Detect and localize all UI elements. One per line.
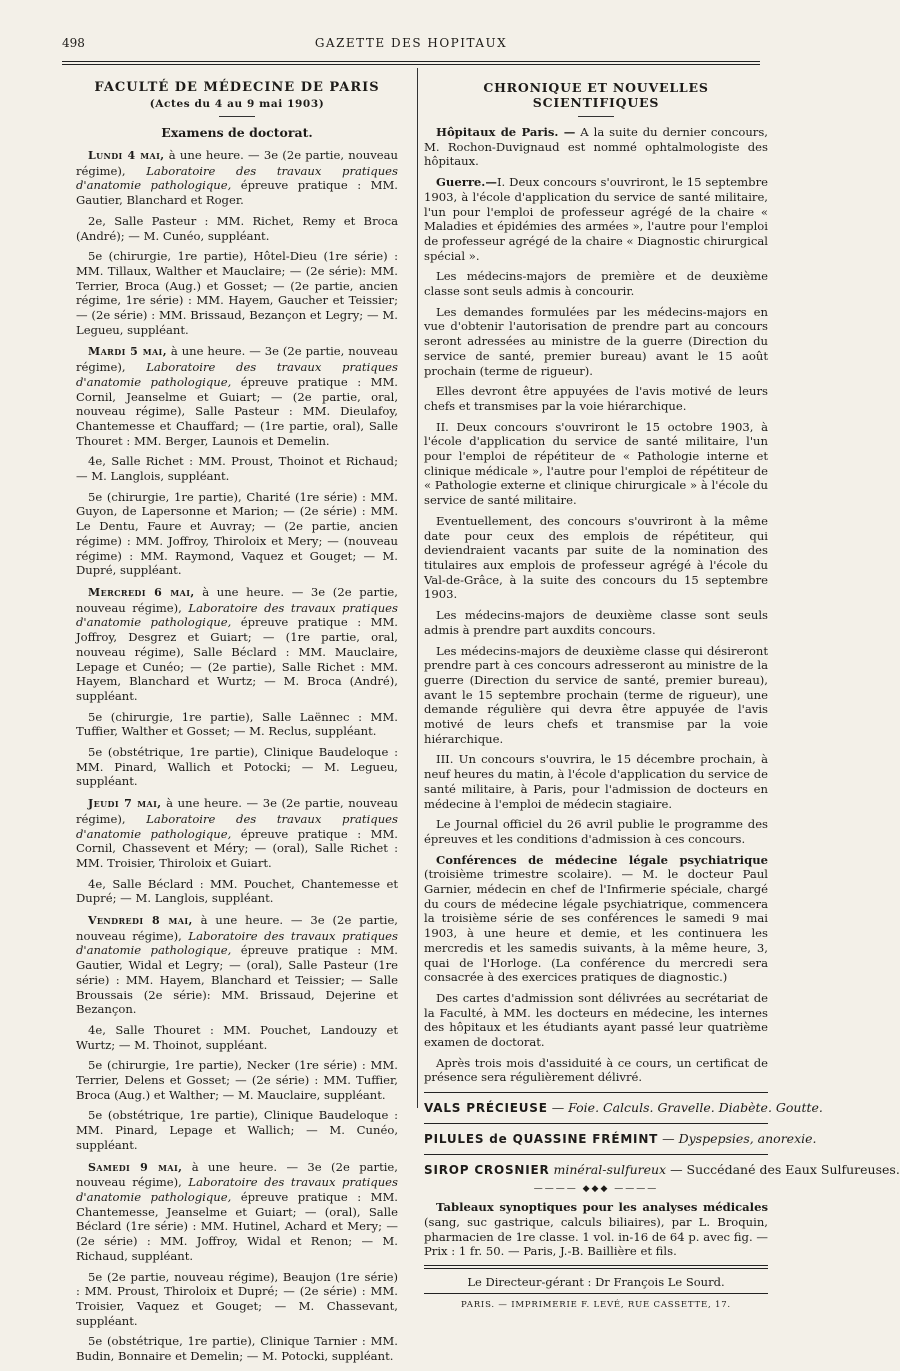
session-day: Jeudi 7 mai,: [88, 797, 162, 811]
ad-vals-text: — Foie. Calculs. Gravelle. Diabète. Goutte.: [547, 1100, 823, 1116]
session-intro: [76, 344, 398, 448]
ad-sirop: [424, 1162, 900, 1178]
session-exam: 4e, Salle Richet : MM. Proust, Thoinot et Richaud; — M. Langlois, suppléant.: [76, 454, 398, 484]
session-time: à une heure. — 3e (2e partie, nouveau régime),: [76, 1159, 398, 1190]
hopitaux-paragraph: [424, 125, 768, 169]
guerre-paragraph: Eventuellement, des concours s'ouvriront à la même date pour ceux des emplois de répétiteur, qui deviendraient vacants par suite de la nomination des titulaires aux emplois de professeur agrégé à l'école du Val-de-Grâce, à la suite des concours du 15 septembre 1903.: [424, 513, 768, 602]
session-time: à une heure. — 3e (2e partie, nouveau régime),: [76, 913, 398, 943]
ornament-divider: ———— ◆◆◆ ————: [533, 1184, 659, 1195]
session-jury: épreuve pratique : MM. Gautier, Blanchard et Roger.: [76, 178, 398, 208]
running-head: [62, 36, 760, 54]
header-rule-thin: [62, 64, 760, 65]
exam-session: [76, 1160, 398, 1364]
guerre-paragraph: Les médecins-majors de deuxième classe sont seuls admis à prendre part auxdits concours.: [424, 608, 768, 637]
chronique-title: CHRONIQUE ET NOUVELLES SCIENTIFIQUES: [483, 80, 709, 110]
guerre-paragraph: II. Deux concours s'ouvriront le 15 octobre 1903, à l'école d'application du service de santé militaire, l'un pour l'emploi de répétiteur de « Pathologie interne et clinique médicale », l'autre pour l'emploi de répétiteur de « Pathologie externe et clinique chirurgicale » à l'école du service de santé militaire.: [424, 419, 768, 508]
session-exam: 5e (chirurgie, 1re partie), Charité (1re série) : MM. Guyon, de Lapersonne et Marion; — (2e série) : MM. Le Dentu, Faure et Auvray; — (2e partie, ancien régime) : MM. Joffroy, Thiroloix et Mery; — (nouveau régime) : MM. Raymond, Vaquez et Gouget; — M. Dupré, suppléant.: [76, 489, 398, 578]
session-lab: Laboratoire des travaux pratiques d'anatomie pathologique,: [76, 1175, 398, 1204]
session-jury: épreuve pratique : MM. Joffroy, Desgrez et Guiart; — (1re partie, oral, nouveau régime), Salle Béclard : MM. Mauclaire, Lepage et Cunéo; — (2e partie), Salle Richet : MM. Hayem, Blanchard et Wurtz; — M. Broca (André), suppléant.: [76, 615, 398, 703]
session-jury: épreuve pratique : MM. Chantemesse, Jeanselme et Guiart; — (oral), Salle Béclard (1re série) : MM. Hutinel, Achard et Mery; — (2e série) : MM. Joffroy, Widal et Renon; — M. Richaud, suppléant.: [76, 1190, 398, 1263]
right-column: [424, 78, 900, 1310]
session-time: à une heure. — 3e (2e partie, nouveau régime),: [76, 344, 398, 375]
session-exam: 5e (chirurgie, 1re partie), Salle Laënnec : MM. Tuffier, Walther et Gosset; — M. Reclus, suppléant.: [76, 709, 398, 739]
session-day: Mercredi 6 mai,: [88, 585, 195, 599]
session-exam: 5e (chirurgie, 1re partie), Hôtel-Dieu (1re série) : MM. Tillaux, Walther et Mauclaire; — (2e série): MM. Terrier, Broca (Aug.) et Gosset; — (2e partie, ancien régime, 1re série) : MM. Hayem, Gaucher et Teissier; — (2e série) : MM. Brissaud, Bezançon et Legry; — M. Legueu, suppléant.: [76, 249, 398, 337]
conferences-label: Conférences de médecine légale psychiatrique: [436, 852, 768, 867]
guerre-label: Guerre.—: [436, 175, 497, 190]
guerre-paragraph: Les médecins-majors de première et de deuxième classe sont seuls admis à concourir.: [424, 269, 768, 299]
guerre-paragraph: Elles devront être appuyées de l'avis motivé de leurs chefs et transmises par la voie hiérarchique.: [424, 384, 768, 413]
header-rule: [62, 61, 760, 62]
session-intro: [76, 913, 398, 1017]
session-intro: [76, 148, 398, 208]
exam-session: [76, 344, 398, 578]
session-exam: 4e, Salle Béclard : MM. Pouchet, Chantemesse et Dupré; — M. Langlois, suppléant.: [76, 876, 398, 906]
ad-vals-name: VALS PRÉCIEUSE: [424, 1101, 548, 1116]
session-day: Lundi 4 mai,: [88, 149, 165, 162]
session-time: à une heure. — 3e (2e partie, nouveau régime),: [76, 584, 398, 615]
title-rule: [219, 116, 255, 117]
conferences-paragraph: [424, 853, 768, 985]
ad-pilules-text: — Dyspepsies, anorexie.: [658, 1131, 817, 1147]
session-jury: épreuve pratique : MM. Gautier, Widal et Legry; — (oral), Salle Pasteur (1re série) : MM. Hayem, Blanchard et Teissier; — Salle Broussais (2e série): MM. Brissaud, Dejerine et Bezançon.: [76, 943, 398, 1017]
ad-sirop-name: SIROP CROSNIER: [424, 1163, 550, 1178]
faculty-title: FACULTÉ DE MÉDECINE DE PARIS: [94, 80, 380, 95]
exam-session: [76, 148, 398, 337]
session-exam: 2e, Salle Pasteur : MM. Richet, Remy et Broca (André); — M. Cunéo, suppléant.: [76, 213, 398, 243]
conferences-text: (troisième trimestre scolaire). — M. le docteur Paul Garnier, médecin en chef de l'Infirmerie spéciale, chargé du cours de médecine légale psychiatrique, commencera la troisième série de ses conférences le samedi 9 mai 1903, à une heure et demie, et les continuera les mercredis et les samedis suivants, à la même heure, 3, quai de l'Horloge. (La conférence du mercredi sera consacrée à des exercices pratiques de diagnostic.): [424, 867, 768, 985]
session-jury: épreuve pratique : MM. Cornil, Chassevent et Méry; — (oral), Salle Richet : MM. Troisier, Thiroloix et Guiart.: [76, 826, 398, 870]
session-exam: 5e (obstétrique, 1re partie), Clinique Baudeloque : MM. Pinard, Lepage et Wallich; — M. Cunéo, suppléant.: [76, 1108, 398, 1152]
session-exam: 5e (chirurgie, 1re partie), Necker (1re série) : MM. Terrier, Delens et Gosset; — (2e série) : MM. Tuffier, Broca (Aug.) et Walther; — M. Mauclaire, suppléant.: [76, 1058, 398, 1102]
page-number: 498: [62, 36, 85, 50]
session-lab: Laboratoire des travaux pratiques d'anatomie pathologique,: [76, 600, 398, 630]
guerre-paragraph: Le Journal officiel du 26 avril publie le programme des épreuves et les conditions d'admission à ces concours.: [424, 817, 768, 846]
ad-sirop-italic: minéral-sulfureux: [549, 1162, 667, 1178]
ad-pilules: [424, 1131, 817, 1147]
left-column: [76, 78, 398, 1371]
chronique-rule: [578, 116, 614, 117]
session-lab: Laboratoire des travaux pratiques d'anatomie pathologique,: [76, 163, 398, 193]
session-intro: [76, 1160, 398, 1264]
guerre-paragraph: III. Un concours s'ouvrira, le 15 décembre prochain, à neuf heures du matin, à l'école d'application du service de santé militaire, à Paris, pour l'admission de docteurs en médecine à l'emploi de médecin stagiaire.: [424, 752, 768, 811]
session-day: Mardi 5 mai,: [88, 345, 167, 359]
session-lab: Laboratoire des travaux pratiques d'anatomie pathologique,: [76, 360, 398, 389]
ads-rule-1: [424, 1123, 768, 1124]
session-exam: 4e, Salle Thouret : MM. Pouchet, Landouzy et Wurtz; — M. Thoinot, suppléant.: [76, 1022, 398, 1052]
tableaux-paragraph: [424, 1200, 768, 1259]
guerre-paragraph: Les demandes formulées par les médecins-majors en vue d'obtenir l'autorisation de prendre part au concours seront adressées au ministre de la guerre (Direction du service de santé, premier bureau) avant le 15 août prochain (terme de rigueur).: [424, 304, 768, 378]
session-time: à une heure. — 3e (2e partie, nouveau régime),: [76, 796, 398, 826]
session-exam: 5e (2e partie, nouveau régime), Beaujon (1re série) : MM. Proust, Thiroloix et Dupré; — (2e série) : MM. Troisier, Vaquez et Gouget; — M. Chassevant, suppléant.: [76, 1269, 398, 1328]
guerre-text: I. Deux concours s'ouvriront, le 15 septembre 1903, à l'école d'application du service de santé militaire, l'un pour l'emploi de professeur agrégé de la chaire « Maladies et épidémies des armées », l'autre pour l'emploi de professeur agrégé de la chaire « Diagnostic chirurgical spécial ».: [424, 175, 768, 263]
faculty-subtitle: (Actes du 4 au 9 mai 1903): [149, 98, 325, 110]
session-intro: [76, 796, 398, 871]
conferences-detail: Après trois mois d'assiduité à ce cours, un certificat de présence sera régulièrement délivré.: [424, 1055, 768, 1085]
column-divider: [417, 68, 418, 1108]
directeur-gerant: Le Directeur-gérant : Dr François Le Sourd.: [467, 1275, 725, 1289]
imprimerie: PARIS. — IMPRIMERIE F. LEVÉ, RUE CASSETTE, 17.: [461, 1300, 731, 1310]
tableaux-text: (sang, suc gastrique, calculs biliaires), par L. Broquin, pharmacien de 1re classe. 1 vol. in-16 de 64 p. avec fig. — Prix : 1 fr. 50. — Paris, J.-B. Baillière et fils.: [424, 1214, 768, 1259]
conferences-detail: Des cartes d'admission sont délivrées au secrétariat de la Faculté, à MM. les docteurs en médecine, les internes des hôpitaux et les étudiants ayant passé leur quatrième examen de doctorat.: [424, 990, 768, 1050]
session-jury: épreuve pratique : MM. Cornil, Jeanselme et Guiart; — (2e partie, oral, nouveau régime), Salle Pasteur : MM. Dieulafoy, Chantemesse et Chauffard; — (1re partie, oral), Salle Thouret : MM. Berger, Launois et Demelin.: [76, 374, 398, 448]
guerre-paragraph: [424, 175, 768, 263]
session-day: Vendredi 8 mai,: [88, 914, 193, 928]
guerre-paragraph: Les médecins-majors de deuxième classe qui désireront prendre part à ces concours adresseront au ministre de la guerre (Direction du service de santé, premier bureau), avant le 15 septembre prochain (terme de rigueur), une demande régulière qui devra être appuyée de l'avis motivé de leurs chefs et transmise par la voie hiérarchique.: [424, 643, 768, 746]
conferences-details: [424, 991, 768, 1085]
ad-vals: [424, 1100, 823, 1116]
exam-session: [76, 796, 398, 906]
session-intro: [76, 585, 398, 704]
journal-title: GAZETTE DES HOPITAUX: [314, 36, 508, 50]
ads-rule-top: [424, 1092, 768, 1093]
guerre-section: [424, 175, 768, 847]
session-lab: Laboratoire des travaux pratiques d'anatomie pathologique,: [76, 928, 398, 958]
exam-session: [76, 585, 398, 789]
tableaux-label: Tableaux synoptiques pour les analyses médicales: [436, 1200, 768, 1215]
footer-rule-2: [424, 1293, 768, 1294]
ad-pilules-name: PILULES de QUASSINE FRÉMINT: [424, 1132, 659, 1147]
session-exam: 5e (obstétrique, 1re partie), Clinique Baudeloque : MM. Pinard, Wallich et Potocki; — M. Legueu, suppléant.: [76, 745, 398, 789]
session-day: Samedi 9 mai,: [88, 1160, 183, 1174]
ad-sirop-text: — Succédané des Eaux Sulfureuses.: [666, 1162, 900, 1178]
footer-rule: [424, 1265, 768, 1269]
session-exam: 5e (obstétrique, 1re partie), Clinique Tarnier : MM. Budin, Bonnaire et Demelin; — M. Potocki, suppléant.: [76, 1334, 398, 1364]
ads-rule-2: [424, 1154, 768, 1155]
session-time: à une heure. — 3e (2e partie, nouveau régime),: [76, 148, 398, 178]
hopitaux-label: Hôpitaux de Paris. —: [436, 125, 576, 139]
session-list: [76, 148, 398, 1364]
exam-session: [76, 913, 398, 1153]
session-lab: Laboratoire des travaux pratiques d'anatomie pathologique,: [76, 811, 398, 841]
section-title: Examens de doctorat.: [161, 125, 313, 140]
hopitaux-text: A la suite du dernier concours, M. Rochon-Duvignaud est nommé ophtalmologiste des hôpitaux.: [424, 125, 768, 169]
